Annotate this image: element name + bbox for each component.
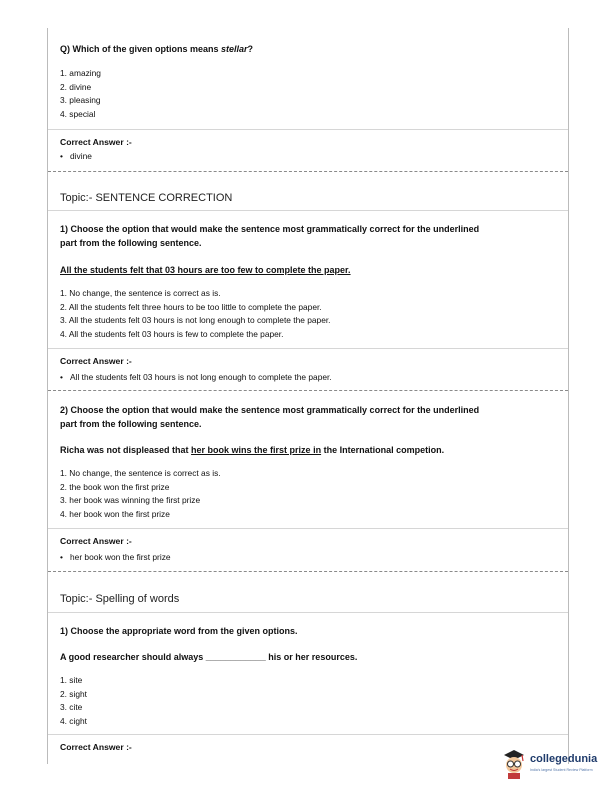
bullet-icon: • xyxy=(60,552,63,562)
question-1-text: 1) Choose the appropriate word from the given options. xyxy=(60,626,298,636)
bullet-icon: • xyxy=(60,372,63,382)
option: 2. divine xyxy=(60,81,92,92)
option: 4. her book won the first prize xyxy=(60,508,170,519)
option: 3. pleasing xyxy=(60,95,101,106)
options-list xyxy=(60,674,87,728)
option: 1. No change, the sentence is correct as is. xyxy=(60,468,221,478)
collegedunia-logo xyxy=(500,749,610,781)
bullet-icon: • xyxy=(60,151,63,161)
brand-tagline: India's largest Student Review Platform xyxy=(530,768,593,772)
options-list xyxy=(60,467,221,521)
divider xyxy=(48,612,568,613)
topic-title: Topic:- SENTENCE CORRECTION xyxy=(60,192,233,204)
option: 1. site xyxy=(60,675,83,685)
question-term: stellar xyxy=(221,44,248,54)
question-2-sentence: Richa was not displeased that her book wins the first prize in the International competion. xyxy=(60,445,445,455)
option: 3. cite xyxy=(60,702,83,713)
divider xyxy=(48,528,568,529)
topic-title: Topic:- Spelling of words xyxy=(60,593,180,605)
question-2-text: 2) Choose the option that would make the sentence most grammatically correct for the underlined part from the following sentence. xyxy=(60,405,480,429)
divider xyxy=(48,210,568,211)
options-list xyxy=(60,287,331,341)
divider xyxy=(48,348,568,349)
mascot-icon xyxy=(500,749,528,779)
dashed-separator xyxy=(48,171,568,172)
divider xyxy=(48,734,568,735)
answer-blank: ____________ xyxy=(205,652,266,662)
document-page xyxy=(47,28,569,764)
option: 4. All the students felt 03 hours is few to complete the paper. xyxy=(60,328,284,339)
underlined-part: her book wins the first prize in xyxy=(191,445,322,455)
options-list xyxy=(60,67,101,121)
answer-heading: Correct Answer :- xyxy=(60,137,132,147)
option: 1. No change, the sentence is correct as is. xyxy=(60,288,221,298)
brand-name: collegedunia xyxy=(530,753,598,765)
underlined-sentence: All the students felt that 03 hours are too few to complete the paper. xyxy=(60,265,351,275)
option: 4. cight xyxy=(60,715,88,726)
option: 2. sight xyxy=(60,688,88,699)
option: 2. All the students felt three hours to be too little to complete the paper. xyxy=(60,301,322,312)
correct-answer: • her book won the first prize xyxy=(60,552,171,562)
option: 4. special xyxy=(60,108,96,119)
correct-answer: • All the students felt 03 hours is not long enough to complete the paper. xyxy=(60,372,332,382)
option: 1. amazing xyxy=(60,68,101,78)
dashed-separator xyxy=(48,571,568,572)
dashed-separator xyxy=(48,390,568,391)
question-sentence: A good researcher should always ____________ his or her resources. xyxy=(60,652,358,662)
answer-heading: Correct Answer :- xyxy=(60,536,132,546)
divider xyxy=(48,129,568,130)
option: 3. her book was winning the first prize xyxy=(60,495,201,506)
option: 3. All the students felt 03 hours is not long enough to complete the paper. xyxy=(60,315,331,326)
correct-answer: • divine xyxy=(60,151,92,161)
answer-heading: Correct Answer :- xyxy=(60,356,132,366)
question-stellar: Q) Which of the given options means stellar? xyxy=(60,44,254,54)
question-1-text: 1) Choose the option that would make the sentence most grammatically correct for the underlined part from the following sentence. xyxy=(60,224,480,248)
answer-heading: Correct Answer :- xyxy=(60,742,132,752)
option: 2. the book won the first prize xyxy=(60,481,170,492)
